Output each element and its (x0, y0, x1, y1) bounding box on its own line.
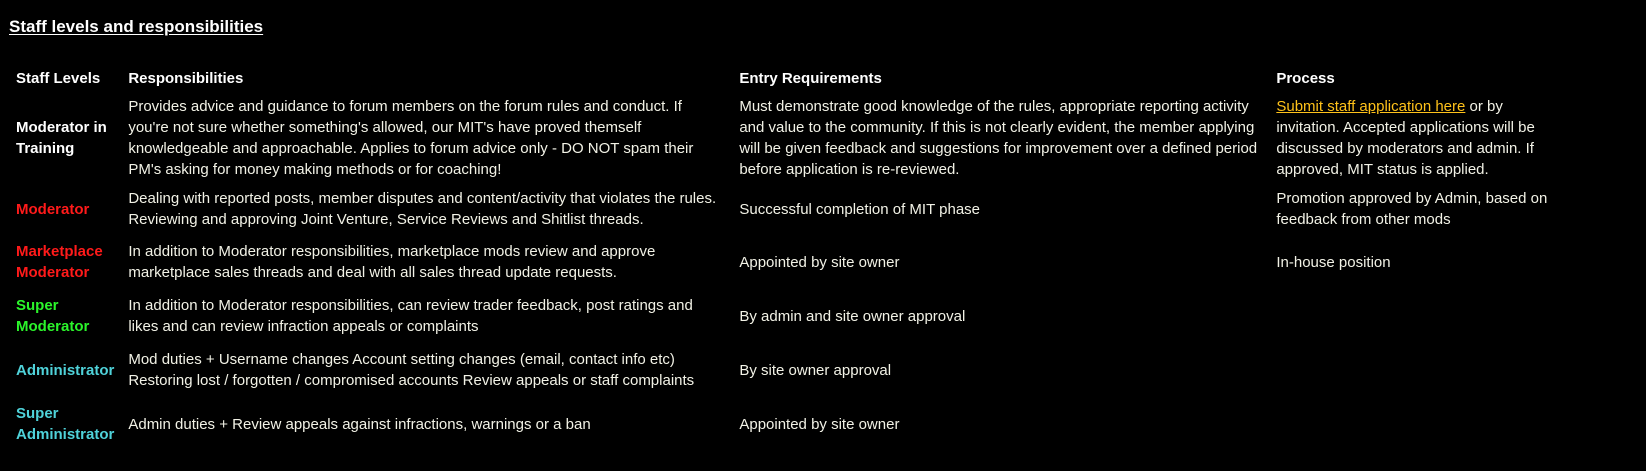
entry-requirements-cell: Must demonstrate good knowledge of the rules, appropriate reporting activity and value to the community. If this is not clearly evident, the member applying will be given feedback and suggestions for improvement over a defined period before application is re-reviewed. (739, 98, 1258, 178)
entry-requirements-cell: Appointed by site owner (739, 253, 900, 271)
entry-requirements-cell: Successful completion of MIT phase (739, 200, 981, 218)
responsibilities-cell: Provides advice and guidance to forum members on the forum rules and conduct. If you're not sure whether something's allowed, our MIT's have proved themself knowledgeable and approachable. Applies to forum advice only - DO NOT spam their PM's asking for money making methods or for coaching! (128, 98, 694, 178)
process-cell (1269, 94, 1573, 184)
process-text: or by invitation. Accepted applications will be discussed by moderators and admin. If approved, MIT status is applied. (1276, 98, 1535, 178)
header-staff-levels: Staff Levels (16, 69, 101, 87)
responsibilities-cell: Admin duties + Review appeals against infractions, warnings or a ban (128, 415, 591, 433)
table-row-moderator-in-training (9, 94, 1573, 184)
staff-level-name: Super Administrator (16, 405, 115, 443)
responsibilities-cell: In addition to Moderator responsibilities, marketplace mods review and approve marketplace sales threads and deal with all sales thread update requests. (128, 243, 656, 281)
table-row-moderator (9, 184, 1573, 236)
header-process: Process (1276, 69, 1335, 87)
process-cell (1269, 344, 1573, 398)
entry-requirements-cell: Appointed by site owner (739, 415, 900, 433)
header-entry-requirements: Entry Requirements (739, 69, 882, 87)
process-cell (1269, 290, 1573, 344)
table-row-super-moderator (9, 290, 1573, 344)
process-cell: Promotion approved by Admin, based on feedback from other mods (1276, 190, 1548, 228)
entry-requirements-cell: By site owner approval (739, 361, 892, 379)
staff-levels-table (9, 62, 1573, 452)
table-header-row (9, 62, 1573, 94)
table-row-super-administrator (9, 398, 1573, 452)
process-cell: In-house position (1276, 253, 1391, 271)
responsibilities-cell: Dealing with reported posts, member disputes and content/activity that violates the rules. Reviewing and approving Joint Venture, Service Reviews and Shitlist threads. (128, 190, 717, 228)
header-responsibilities: Responsibilities (128, 69, 244, 87)
responsibilities-cell: Mod duties + Username changes Account setting changes (email, contact info etc) Restoring lost / forgotten / compromised accounts Review appeals or staff complaints (128, 351, 695, 389)
staff-level-name: Administrator (16, 361, 115, 379)
process-cell (1269, 398, 1573, 452)
table-row-marketplace-moderator (9, 236, 1573, 290)
staff-level-name: Moderator (16, 200, 90, 218)
staff-level-name: Marketplace Moderator (16, 243, 103, 281)
responsibilities-cell: In addition to Moderator responsibilities, can review trader feedback, post ratings and likes and can review infraction appeals or complaints (128, 297, 693, 335)
page-title: Staff levels and responsibilities (9, 17, 264, 36)
table-row-administrator (9, 344, 1573, 398)
staff-level-name: Super Moderator (16, 297, 90, 335)
entry-requirements-cell: By admin and site owner approval (739, 307, 966, 325)
staff-level-name: Moderator in Training (16, 119, 107, 157)
submit-staff-application-link[interactable]: Submit staff application here (1276, 98, 1466, 115)
